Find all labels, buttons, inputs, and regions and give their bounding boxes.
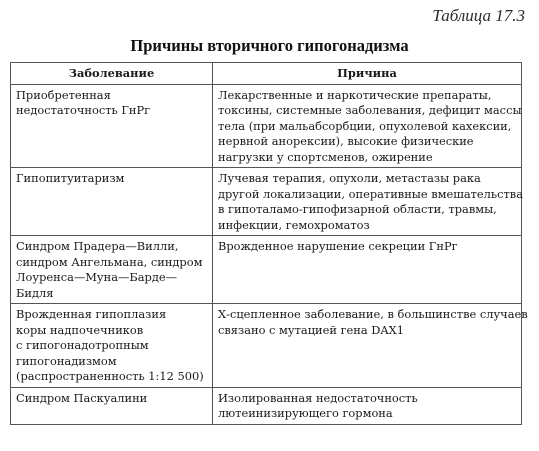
cause-text-line: связано с мутацией гена DAX1 (218, 322, 405, 337)
disease-text-line: Бидля (16, 285, 54, 300)
disease-cell (11, 236, 213, 304)
cause-text-line: лютеинизирующего гормона (218, 406, 393, 420)
disease-text-line: с гипогонадотропным (16, 338, 149, 352)
disease-cell (11, 387, 213, 424)
cause-cell (213, 304, 528, 388)
disease-cell (11, 168, 213, 236)
cause-cell (213, 84, 522, 168)
cause-cell (213, 236, 522, 304)
disease-text-line: недостаточность ГнРг (16, 103, 151, 117)
column-header-disease: Заболевание (11, 63, 213, 85)
table-row (11, 168, 522, 236)
disease-cell (11, 304, 213, 388)
cause-text-line: Лучевая терапия, опухоли, метастазы рака (218, 171, 481, 185)
disease-text-line: Гипопитуитаризм (16, 171, 125, 185)
disease-text-line: гипогонадизмом (16, 353, 117, 368)
cause-text-line: тела (при мальабсорбции, опухолевой кахексии, (218, 118, 512, 133)
disease-text-line: Синдром Прадера—Вилли, (16, 239, 179, 253)
disease-text-line: Лоуренса—Муна—Барде— (16, 270, 177, 284)
cause-text-line: другой локализации, оперативные вмешательства (218, 186, 523, 201)
cause-text-line: Изолированная недостаточность (218, 390, 418, 405)
header-row (11, 63, 522, 85)
cause-cell (213, 387, 522, 424)
disease-text-line: Синдром Паскуалини (16, 390, 148, 405)
table-number: Таблица 17.3 (432, 6, 525, 25)
cause-text-line: Х-сцепленное заболевание, в большинстве случаев (218, 307, 528, 321)
cause-text-line: инфекции, гемохроматоз (218, 217, 370, 232)
disease-text-line: синдром Ангельмана, синдром (16, 254, 203, 269)
table-title: Причины вторичного гипогонадизма (130, 36, 409, 55)
disease-cell (11, 84, 213, 168)
table-row (11, 236, 522, 304)
table-row (11, 84, 522, 168)
table-row (11, 387, 522, 424)
disease-text-line: Врожденная гипоплазия (16, 307, 167, 321)
disease-text-line: Приобретенная (16, 87, 111, 102)
cause-cell (213, 168, 522, 236)
column-header-cause: Причина (213, 63, 522, 85)
disease-text-line: коры надпочечников (16, 322, 144, 337)
cause-text-line: нервной анорексии), высокие физические (218, 134, 474, 148)
cause-text-line: Лекарственные и наркотические препараты, (218, 87, 492, 102)
cause-text-line: в гипоталамо-гипофизарной области, травмы, (218, 202, 497, 216)
disease-text-line: (распространенность 1:12 500) (16, 369, 204, 383)
causes-table (10, 62, 528, 425)
cause-text-line: Врожденное нарушение секреции ГнРг (218, 239, 458, 253)
cause-text-line: нагрузки у спортсменов, ожирение (218, 149, 433, 164)
table-row (11, 304, 522, 388)
cause-text-line: токсины, системные заболевания, дефицит массы (218, 103, 522, 117)
